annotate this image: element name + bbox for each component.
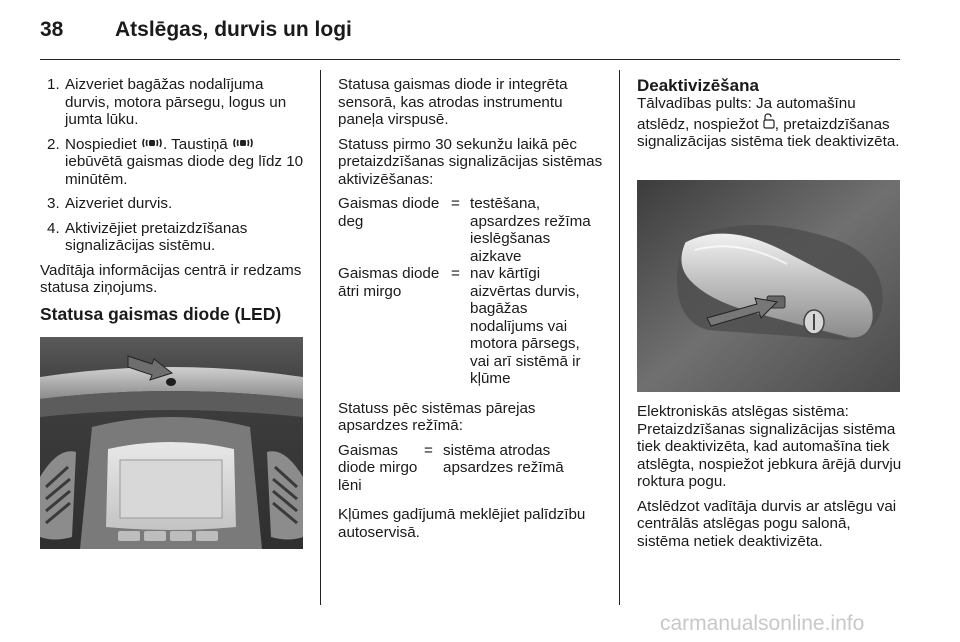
led-sensor bbox=[166, 378, 176, 386]
list-item: 1. Aizveriet bagāžas nodalījuma durvis, motora pārsegu, logus un jumta lūku. bbox=[47, 76, 287, 128]
section-heading: Statusa gaismas diode (LED) bbox=[40, 303, 282, 324]
alarm-button-icon bbox=[141, 136, 163, 154]
paragraph: Statusa gaismas diode ir integrēta sensorā, kas atrodas instrumentu paneļa virspusē. bbox=[338, 76, 568, 128]
column-divider bbox=[619, 70, 620, 605]
alarm-button-icon bbox=[232, 136, 254, 154]
paragraph: Atslēdzot vadītāja durvis ar atslēgu vai centrālās atslēgas pogu salonā, sistēma netiek deaktivizēta. bbox=[637, 497, 897, 550]
column-3 bbox=[637, 76, 902, 158]
list-item: 3. Aizveriet durvis. bbox=[47, 195, 173, 212]
list-item: 2. Nospiediet . Taustiņā iebūvētā gaismas diode deg līdz 10 minūtēm. bbox=[47, 135, 304, 188]
paragraph: Kļūmes gadījumā meklējiet palīdzību autoservisā. bbox=[338, 506, 586, 541]
dashboard-led-illustration bbox=[40, 337, 303, 549]
column-divider bbox=[320, 70, 321, 605]
header-divider bbox=[40, 59, 900, 60]
column-1 bbox=[40, 76, 305, 335]
info-note: Vadītāja informācijas centrā ir redzams statusa ziņojums. bbox=[40, 261, 302, 296]
status-table bbox=[338, 442, 606, 495]
table-row: Gaismas diode mirgo lēni = sistēma atrodas apsardzes režīmā bbox=[338, 441, 564, 494]
paragraph: Statuss pirmo 30 sekunžu laikā pēc pretaizdzīšanas signalizācijas sistēmas aktivizēšanas: bbox=[338, 135, 603, 188]
column-2 bbox=[338, 76, 606, 548]
paragraph: Statuss pēc sistēmas pārejas apsardzes režīmā: bbox=[338, 399, 536, 434]
page-title: Atslēgas, durvis un logi bbox=[115, 18, 352, 41]
status-table bbox=[338, 195, 606, 388]
section-heading: Deaktivizēšana bbox=[637, 76, 759, 95]
table-row: Gaismas diode ātri mirgo = nav kārtīgi aizvērtas durvis, bagāžas nodalījums vai motora pārsegs, vai arī sistēmā ir kļūme bbox=[338, 265, 581, 387]
paragraph: Tālvadības pults: Ja automašīnu atslēdz, nospiežot , pretaizdzīšanas signalizācijas sistēma tiek deaktivizēta. bbox=[637, 95, 900, 150]
paragraph: Elektroniskās atslēgas sistēma: Pretaizdzīšanas signalizācijas sistēma tiek deaktivizēta, kad automašīna tiek atslēgta, nospiežot jebkura ārējā durvju roktura pogu. bbox=[637, 403, 902, 490]
watermark: carmanualsonline.info bbox=[660, 612, 865, 635]
door-handle-illustration bbox=[637, 180, 900, 392]
list-item: 4. Aktivizējiet pretaizdzīšanas signalizācijas sistēmu. bbox=[47, 219, 248, 254]
table-row: Gaismas diode deg = testēšana, apsardzes režīma ieslēgšanas aizkave bbox=[338, 195, 591, 265]
page-number: 38 bbox=[40, 18, 64, 41]
column-3-lower bbox=[637, 403, 902, 557]
steps-list bbox=[40, 76, 305, 255]
unlock-icon bbox=[763, 113, 775, 134]
